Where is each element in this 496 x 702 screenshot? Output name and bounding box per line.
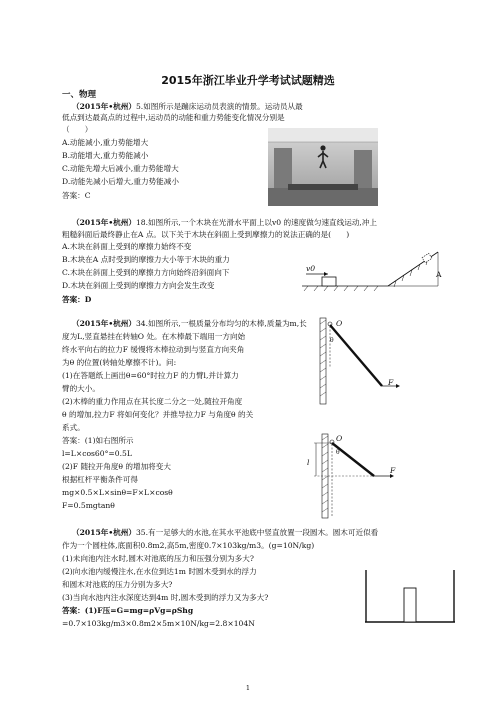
q2-line2: 粗糙斜面后最终静止在A 点。以下关于木块在斜面上受到摩擦力的说法正确的是( ) <box>62 230 350 239</box>
q1-tag: （2015年•杭州） <box>72 102 136 111</box>
q2-line1: 18.如图所示,一个木块在光滑水平面上以v0 的速度做匀速直线运动,冲上 <box>135 218 378 227</box>
q1-line2: 低点到达最高点的过程中,运动员的动能和重力势能变化情况分别是 <box>62 113 285 122</box>
q3-line4: 为θ 的位置(转轴处摩擦不计)。问: <box>62 358 177 367</box>
rod-figure-1 <box>306 316 406 406</box>
page-title: 2015年浙江毕业升学考试试题精选 <box>161 74 335 87</box>
q1-line1: 5.如图所示是蹦床运动员表演的情景。运动员从最 <box>135 102 303 111</box>
q3-line5: (1)在答题纸上画出θ=60°时拉力F 的力臂l,并计算力 <box>62 371 239 380</box>
q4-line2: 作为一个圆柱体,底面积0.8m2,高5m,密度0.7×103kg/m3。(g=10N/kg) <box>62 541 315 550</box>
q3-line7: (2)木棒的重力作用点在其长度二分之一处,随拉开角度 <box>62 397 243 406</box>
q3-answer-4: 根据杠杆平衡条件可得 <box>62 475 138 484</box>
q4-intro <box>72 528 378 538</box>
q4-tag: （2015年•杭州） <box>72 528 136 537</box>
fig-label-f-2: F <box>390 466 396 475</box>
q4-line3: (1)未向池内注水时,圆木对池底的压力和压强分别为多大? <box>62 554 254 563</box>
q4-answer-2: =0.7×103kg/m3×0.8m2×5m×10N/kg=2.8×104N <box>62 619 255 628</box>
q2-option-c: C.木块在斜面上受到的摩擦力方向始终沿斜面向下 <box>62 268 230 277</box>
q1-option-d: D.动能先减小后增大,重力势能减小 <box>62 177 179 186</box>
fig-label-a: A <box>436 270 442 279</box>
q1-option-b: B.动能增大,重力势能减小 <box>62 151 149 160</box>
pool-figure <box>360 568 460 626</box>
section-heading: 一、物理 <box>62 90 97 100</box>
q3-line8: θ 的增加,拉力F 将如何变化？并推导拉力F 与角度θ 的关 <box>62 410 254 419</box>
q2-option-b: B.木块在A 点时受到的摩擦力大小等于木块的重力 <box>62 255 230 264</box>
incline-figure <box>300 244 450 300</box>
q3-tag: （2015年•杭州） <box>72 319 136 328</box>
fig-label-theta-1: θ <box>330 337 334 344</box>
q2-intro <box>72 218 377 228</box>
q1-line3: （ ） <box>62 125 93 134</box>
q3-line3: 终水平向右的拉力F 缓慢将木棒拉动到与竖直方向夹角 <box>62 345 245 354</box>
fig-label-o-2: O <box>336 434 343 443</box>
q3-answer-2: l=L×cos60°=0.5L <box>62 449 132 458</box>
q1-intro <box>72 102 303 112</box>
fig-label-theta-2: θ <box>336 449 340 456</box>
q1-option-a: A.动能减小,重力势能增大 <box>62 138 149 147</box>
fig-label-f-1: F <box>388 378 394 387</box>
q4-answer-1: 答案：(1)F压=G=mg=ρVg=ρShg <box>62 606 194 615</box>
q3-answer-5: mg×0.5×L×sinθ=F×L×cosθ <box>62 488 173 497</box>
q2-option-d: D.木块在斜面上受到的摩擦力方向会发生改变 <box>62 281 215 290</box>
q3-answer-1: 答案：(1)如右图所示 <box>62 436 134 445</box>
q2-tag: （2015年•杭州） <box>72 218 136 227</box>
q4-line4: (2)向水池内缓慢注水,在水位到达1m 时圆木受到水的浮力 <box>62 567 257 576</box>
q1-option-c: C.动能先增大后减小,重力势能增大 <box>62 164 179 173</box>
q1-answer: 答案：C <box>62 191 91 200</box>
q3-line6: 臂的大小。 <box>62 384 100 393</box>
page-number: 1 <box>245 684 251 692</box>
q4-line1: 35.有一足够大的水池,在其水平池底中竖直放置一段圆木。圆木可近似看 <box>135 528 379 537</box>
fig-label-v0: v0 <box>306 264 316 273</box>
q3-line9: 系式。 <box>62 423 85 432</box>
q3-line2: 度为L,竖直悬挂在转轴O 处。在木棒最下端用一方向始 <box>62 332 246 341</box>
rod-figure-2 <box>312 432 406 520</box>
q4-line5: 和圆木对池底的压力分别为多大? <box>62 580 173 589</box>
q2-answer: 答案：D <box>62 295 92 304</box>
fig-label-o-1: O <box>336 319 343 328</box>
q3-answer-6: F=0.5mgtanθ <box>62 501 115 510</box>
fig-label-l: l <box>307 458 310 467</box>
q3-line1: 34.如图所示,一根质量分布均匀的木棒,质量为m,长 <box>135 319 307 328</box>
q2-option-a: A.木块在斜面上受到的摩擦力始终不变 <box>62 242 192 251</box>
q3-intro <box>72 319 307 329</box>
q3-answer-3: (2)F 随拉开角度θ 的增加将变大 <box>62 462 171 471</box>
trampoline-photo <box>268 128 378 206</box>
q4-line6: (3)当向水池内注水深度达到4m 时,圆木受到的浮力又为多大? <box>62 593 269 602</box>
